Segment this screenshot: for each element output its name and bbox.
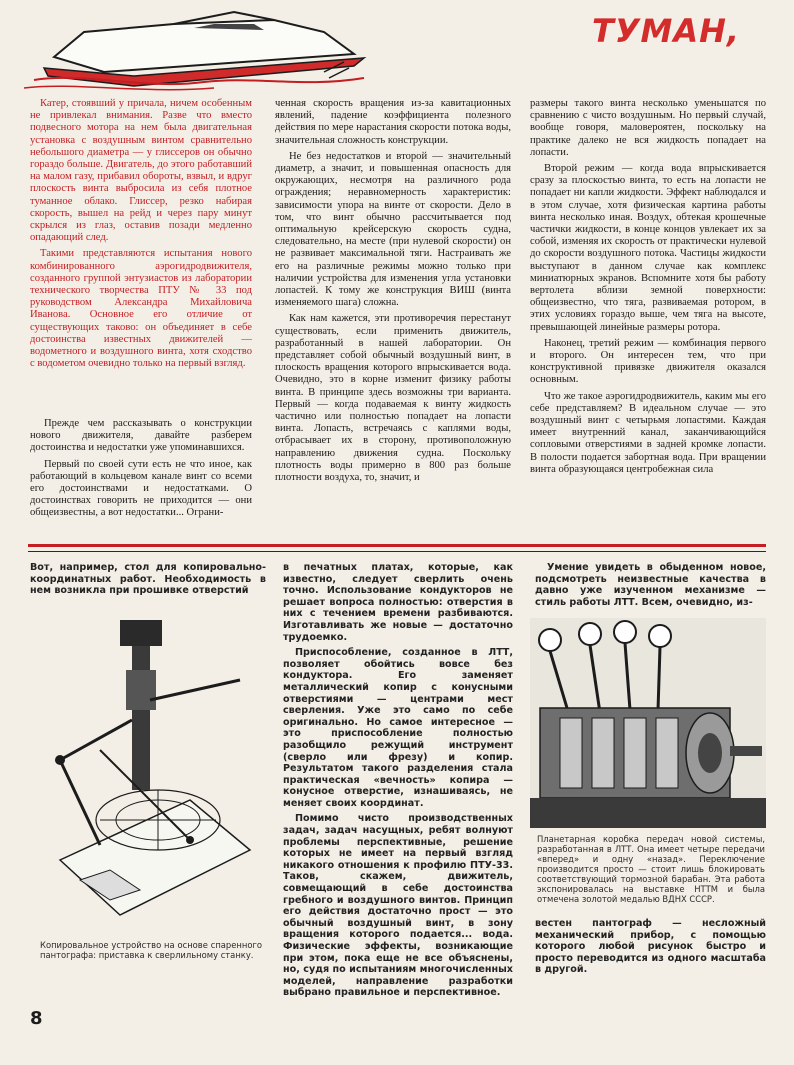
column-1 [30, 418, 252, 540]
intro-paragraph-2: Такими представляются испытания нового комбинированного аэрогидродвижителя, созданного группой энтузиастов из лаборатории технического творчества ПТУ № 33 под руководством Александра Михайловича Иванова. Основное его отличие от существующих таково: он объединяет в себе достоинства известных движителей — водометного и воздушного винта, хотя сходство с водометом очевидно только на первый взгляд. [30, 248, 252, 370]
intro-paragraph-1: Катер, стоявший у причала, ничем особенным не привлекал внимания. Разве что вместо подвесного мотора на нем была двигательная установка с воздушным винтом сравнительно небольшого диаметра — у глиссеров он обычно гораздо больше. Двигатель, до этого работавший на малом газу, прибавил обороты, взвыл, и вдруг плоскость винта выбросила из себя плотное туманное облако. Глиссер, резко набирая скорость, вышел на рейд и через пару минут скрылся из глаз, оставив позади медленно опадающий след. [30, 98, 252, 244]
pantograph-caption: Копировальное устройство на основе спаренного пантографа: приставка к сверлильному станку. [40, 940, 262, 960]
col2-paragraph-3: Как нам кажется, эти противоречия перестанут существовать, если применить движитель, разработанный в нашей лаборатории. Он представляет собой обычный воздушный винт, в плоскость вращения которого впрыскивается вода. Очевидно, это в корне изменит физику работы винта. В принципе здесь возможны три варианта. Первый — когда подаваемая к винту жидкость частично или полностью попадает на лопасти винта. Лопасть, встречаясь с каплями воды, отбрасывает их в сторону, противоположную направлению движения судна. Поскольку плотность воды примерно в 800 раз больше плотности воздуха, то, значит, и [275, 313, 511, 484]
article-title: ТУМАН, [592, 12, 741, 50]
section-divider [28, 544, 766, 547]
pantograph-illustration [40, 610, 262, 935]
col2-paragraph-1: ченная скорость вращения из-за кавитационных явлений, падение коэффициента полезного действия по мере нарастания скорости потока воды, значительная сложность конструкции. [275, 98, 511, 146]
mid-paragraph-2: Приспособление, созданное в ЛТТ, позволяет обойтись вовсе без кондуктора. Его заменяет металлический копир с конусными отверстиями — центрами мест сверления. Уже это само по себе оригинально. Но самое интересное — это приспособление полностью разобщило режущий инструмент (сверло или фрезу) и копир. Результатом такого разделения стала практическая «вечность» копира — конусное отверстие, изнашиваясь, не меняет своих координат. [283, 647, 513, 809]
column-2 [275, 98, 511, 540]
col3-paragraph-2: Второй режим — когда вода впрыскивается сразу за плоскостью винта, то есть на лопасти не попадает ни капли жидкости. Эффект наблюдался и в этом случае, хотя физическая картина работы винта несколько иная. Воздух, обтекая крошечные частички жидкости, в конце концов увлекает их за собой, изменяя их скорость от практически нулевой до скорости воздушного потока. Частицы жидкости выступают в данном случае как комплекс миниатюрных экранов. Вспомните хотя бы работу вертолета вблизи земной поверхности: общеизвестно, что тяга, развиваемая ротором, в этих условиях гораздо выше, чем тяга на высоте, превышающей линейные размеры ротора. [530, 163, 766, 333]
boat-illustration [24, 2, 374, 92]
gearbox-caption: Планетарная коробка передач новой системы, разработанная в ЛТТ. Она имеет четыре передачи «вперед» и одну «назад». Переключение производится просто — стоит лишь блокировать соответствующий тормозной барабан. Эта работа экспонировалась на выставке НТТМ и была отмечена золотой медалью ВДНХ СССР. [537, 834, 765, 904]
mid-paragraph-1: в печатных платах, которые, как известно, следует сверлить очень точно. Использование кондукторов не решает вопроса полностью: отверстия в них с течением времени разбиваются. Изготавливать же новые — достаточно трудоемко. [283, 562, 513, 643]
mid-paragraph-3: Помимо чисто производственных задач, задач насущных, ребят волнуют проблемы перспективные, решение которых не имеет на первый взгляд никакого отношения к профилю ПТУ-33. Таков, скажем, движитель, совмещающий в себе достоинства гребного и воздушного винтов. Принцип его действия достаточно прост — это обычный воздушный винт, в зону вращения которого подается... вода. Физические эффекты, возникающие при этом, пока еще не все объяснены, но, судя по испытаниям многочисленных моделей, направление разработки выбрано правильное и перспективное. [283, 813, 513, 999]
lower-left-intro [30, 562, 266, 602]
lower-right-text: Умение увидеть в обыденном новое, подсмотреть неизвестные качества в давно уже изученном механизме — стиль работы ЛТТ. Всем, очевидно, из- [535, 562, 766, 608]
intro-column [30, 98, 252, 403]
col3-paragraph-4: Что же такое аэрогидродвижитель, каким мы его себе представляем? В идеальном случае — это воздушный винт с четырьмя лопастями. Каждая имеет внутренний канал, заканчивающийся сопловыми отверстиями в задней кромке лопасти. В полости подается забортная вода. При вращении винта образующаяся центробежная сила [530, 390, 766, 475]
column-3 [530, 98, 766, 540]
col1-paragraph-2: Первый по своей сути есть не что иное, как работающий в кольцевом канале винт со всеми его достоинствами и недостатками. О достоинствах говорить не приходится — они общеизвестны, а вот недостатки... Ограни- [30, 458, 252, 519]
section-divider-thin [28, 551, 766, 552]
lower-right-intro [535, 562, 766, 612]
lower-left-text: Вот, например, стол для копировально-координатных работ. Необходимость в нем возникла при прошивке отверстий [30, 562, 266, 597]
col1-paragraph-1: Прежде чем рассказывать о конструкции нового движителя, давайте разберем достоинства и недостатки уже упоминавшихся. [30, 418, 252, 454]
lower-middle-column [283, 562, 513, 999]
gearbox-illustration [530, 618, 766, 828]
page-number: 8 [30, 1008, 43, 1029]
lower-right-bottom [535, 918, 766, 980]
col3-paragraph-1: размеры такого винта несколько уменьшатся по сравнению с чисто воздушным. Но первый случай, вообще говоря, маловероятен, поскольку на практике далеко не вся жидкость попадает на лопасти. [530, 98, 766, 158]
lower-right-bottom-text: вестен пантограф — несложный механический прибор, с помощью которого любой рисунок быстро и просто переводится из одного масштаба в другой. [535, 918, 766, 976]
col3-paragraph-3: Наконец, третий режим — комбинация первого и второго. Он интересен тем, что при конструктивной привязке движителя оказался основным. [530, 337, 766, 386]
col2-paragraph-2: Не без недостатков и второй — значительный диаметр, а значит, и повышенная опасность для окружающих, несмотря на различного рода ограждения; неравномерность характеристик: зависимости упора на винте от скорости. Дело в том, что винт обычно рассчитывается под оптимальную крейсерскую скорость судна, следовательно, на месте (при нулевой скорости) он не развивает максимальной тяги. Настраивать же его на различные режимы можно только при наличии устройства для изменения угла установки лопастей. К тому же конструкция ВИШ (винта изменяемого шага) сложна. [275, 150, 511, 309]
